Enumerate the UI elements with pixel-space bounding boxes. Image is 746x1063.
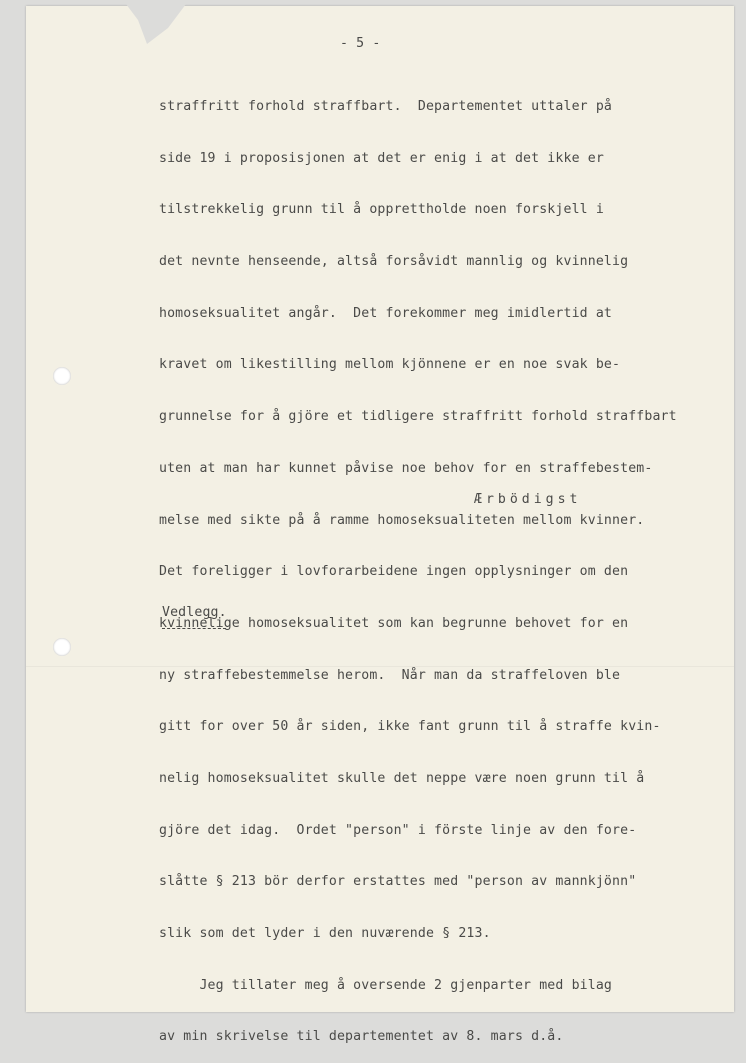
body-line: nelig homoseksualitet skulle det neppe være noen grunn til å bbox=[159, 770, 645, 786]
body-line: det nevnte henseende, altså forsåvidt mannlig og kvinnelig bbox=[159, 254, 629, 270]
closing-salutation: Ærbödigst bbox=[474, 492, 582, 507]
body-line: kravet om likestilling mellom kjönnene er en noe svak be- bbox=[159, 357, 621, 373]
page-number: - 5 - bbox=[340, 36, 381, 51]
body-line: melse med sikte på å ramme homoseksualiteten mellom kvinner. bbox=[159, 512, 645, 528]
punch-hole-upper bbox=[53, 367, 71, 385]
body-line: ny straffebestemmelse herom. Når man da straffeloven ble bbox=[159, 667, 621, 683]
body-line: slik som det lyder i den nuværende § 213. bbox=[159, 926, 491, 941]
letter-body bbox=[159, 66, 677, 1063]
body-line: kvinnelige homoseksualitet som kan begrunne behovet for en bbox=[159, 615, 629, 631]
attachment-underline bbox=[162, 628, 226, 629]
body-line: side 19 i proposisjonen at det er enig i at det ikke er bbox=[159, 150, 604, 166]
body-line: grunnelse for å gjöre et tidligere straffritt forhold straffbart bbox=[159, 409, 677, 425]
body-line: av min skrivelse til departementet av 8. mars d.å. bbox=[159, 1029, 564, 1045]
body-line: straffritt forhold straffbart. Departementet uttaler på bbox=[159, 99, 613, 114]
body-line: Det foreligger i lovforarbeidene ingen opplysninger om den bbox=[159, 564, 629, 580]
body-line: slåtte § 213 bör derfor erstattes med "person av mannkjönn" bbox=[159, 874, 637, 890]
torn-corner bbox=[126, 4, 186, 44]
body-line: Jeg tillater meg å oversende 2 gjenparter med bilag bbox=[159, 977, 613, 993]
body-line: uten at man har kunnet påvise noe behov for en straffebestem- bbox=[159, 460, 653, 476]
punch-hole-lower bbox=[53, 638, 71, 656]
body-line: gjöre det idag. Ordet "person" i förste linje av den fore- bbox=[159, 822, 637, 838]
body-line: homoseksualitet angår. Det forekommer meg imidlertid at bbox=[159, 305, 613, 321]
body-line: tilstrekkelig grunn til å opprettholde noen forskjell i bbox=[159, 202, 604, 218]
body-line: gitt for over 50 år siden, ikke fant grunn til å straffe kvin- bbox=[159, 719, 661, 735]
attachment-label: Vedlegg. bbox=[162, 605, 227, 620]
